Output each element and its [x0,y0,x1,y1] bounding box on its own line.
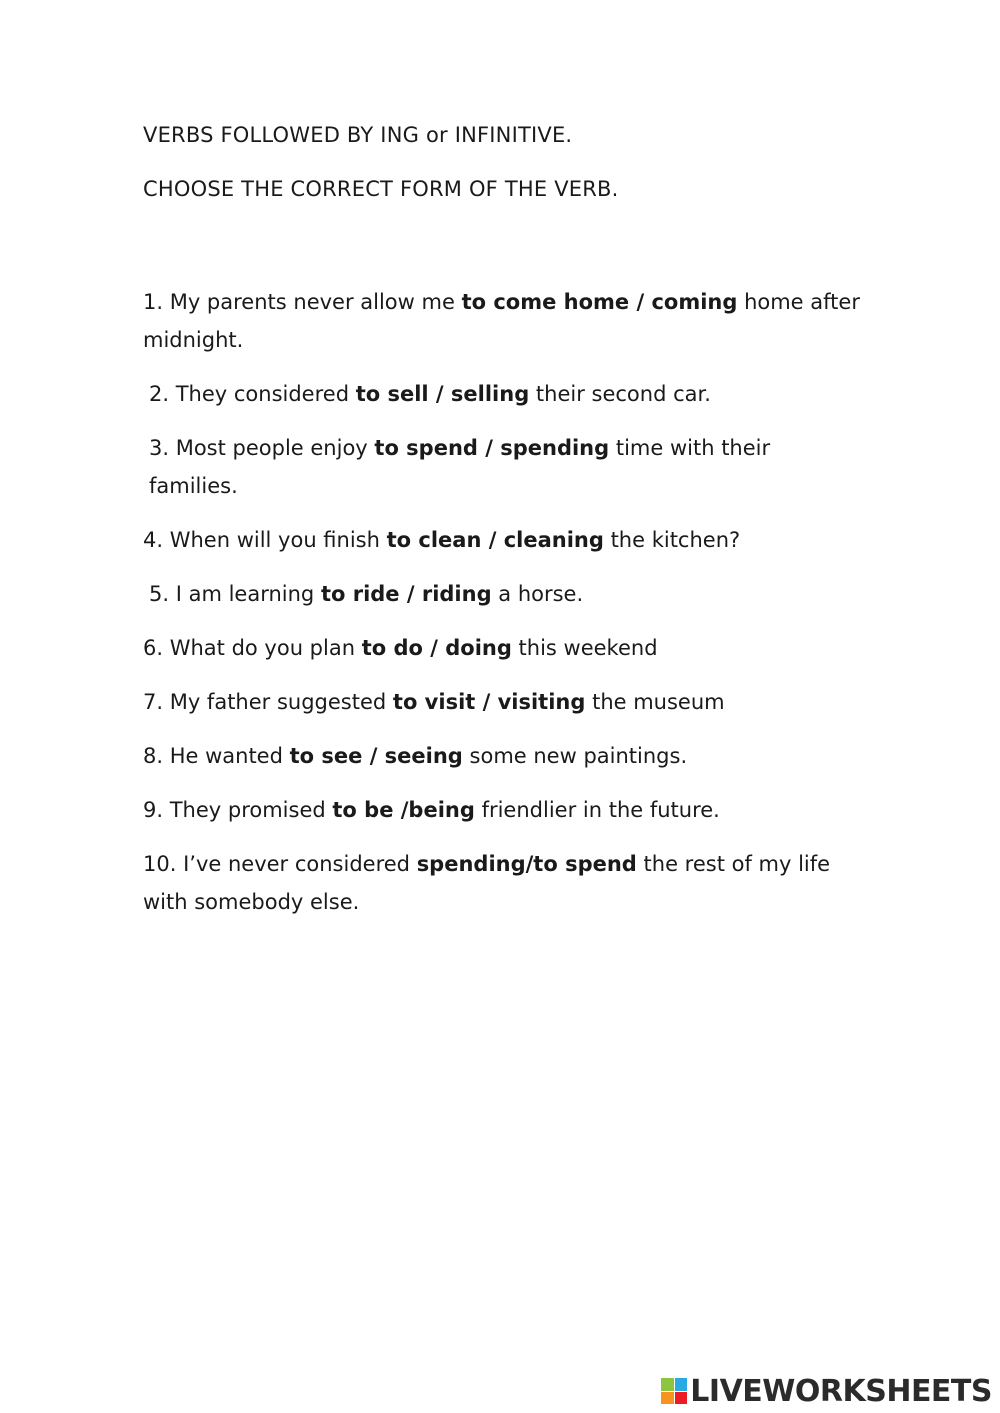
item-text-before: 7. My father suggested [143,690,393,714]
exercise-item-1 [143,283,863,359]
item-text-before: 1. My parents never allow me [143,290,462,314]
exercise-item-10 [143,845,863,921]
exercise-item-4 [143,521,863,559]
exercise-item-8 [143,737,863,775]
item-text-after: a horse. [491,582,584,606]
verb-options[interactable]: to do / doing [361,636,512,660]
item-text-before: 4. When will you finish [143,528,387,552]
exercise-item-2 [143,375,863,413]
item-text-after: home after midnight. [143,290,860,352]
item-text-after: time with their families. [149,436,771,498]
verb-options[interactable]: to spend / spending [374,436,610,460]
liveworksheets-logo-icon [661,1378,687,1404]
verb-options[interactable]: to sell / selling [355,382,530,406]
item-text-after: their second car. [529,382,711,406]
item-text-before: 9. They promised [143,798,333,822]
item-text-before: 2. They considered [149,382,356,406]
exercise-item-6 [143,629,863,667]
verb-options[interactable]: to come home / coming [461,290,738,314]
brand-wordmark: LIVEWORKSHEETS [690,1373,992,1409]
item-text-after: the kitchen? [603,528,741,552]
item-text-before: 10. I’ve never considered [143,852,417,876]
item-text-after: this weekend [511,636,658,660]
exercise-item-7 [143,683,863,721]
logo-tile [661,1392,674,1405]
logo-tile [675,1392,688,1405]
exercise-item-9 [143,791,863,829]
exercise-item-3 [143,429,863,505]
worksheet-title: VERBS FOLLOWED BY ING or INFINITIVE. [143,123,573,147]
worksheet-instruction: CHOOSE THE CORRECT FORM OF THE VERB. [143,177,619,201]
item-text-before: 8. He wanted [143,744,290,768]
verb-options[interactable]: to be /being [332,798,475,822]
exercise-item-5 [143,575,863,613]
item-text-before: 5. I am learning [149,582,321,606]
verb-options[interactable]: to visit / visiting [392,690,586,714]
item-text-after: friendlier in the future. [474,798,720,822]
item-text-after: some new paintings. [462,744,688,768]
logo-tile [661,1378,674,1391]
verb-options[interactable]: to ride / riding [320,582,492,606]
verb-options[interactable]: spending/to spend [416,852,637,876]
verb-options[interactable]: to see / seeing [289,744,463,768]
item-text-before: 6. What do you plan [143,636,362,660]
verb-options[interactable]: to clean / cleaning [386,528,604,552]
item-text-before: 3. Most people enjoy [149,436,375,460]
logo-tile [675,1378,688,1391]
exercise-list [143,283,863,937]
item-text-after: the museum [585,690,725,714]
item-text-after: the rest of my life with somebody else. [143,852,831,914]
liveworksheets-brand [661,1373,992,1409]
